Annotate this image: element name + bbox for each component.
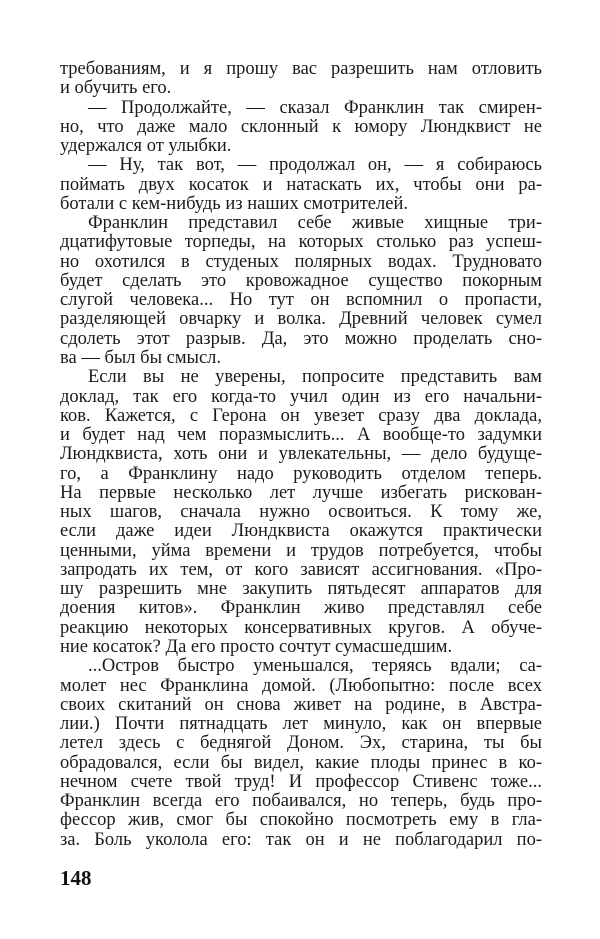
text-line: Люндквиста, хоть они и увлекательны, — дело будуще- bbox=[60, 445, 542, 465]
text-line: — Ну, так вот, — продолжал он, — я собираюсь bbox=[88, 156, 542, 176]
text-line: запродать их тем, от кого зависят ассигнования. «Про- bbox=[60, 560, 542, 580]
text-line: летел здесь с беднягой Доном. Эх, старина, ты бы bbox=[60, 734, 542, 754]
text-line: молет нес Франклина домой. (Любопытно: после всех bbox=[60, 676, 542, 696]
text-line: го, а Франклину надо руководить отделом теперь. bbox=[60, 464, 542, 484]
text-line: доклад, так его когда-то учил один из его начальни- bbox=[60, 387, 542, 407]
text-line: лии.) Почти пятнадцать лет минуло, как он впервые bbox=[60, 715, 542, 735]
text-line: если даже идеи Люндквиста окажутся практически bbox=[60, 522, 542, 542]
text-line: ...Остров быстро уменьшался, теряясь вдали; са- bbox=[88, 657, 542, 677]
text-line: Франклин всегда его побаивался, но теперь, будь про- bbox=[60, 792, 542, 812]
text-line: — Продолжайте, — сказал Франклин так смирен- bbox=[88, 98, 542, 118]
text-line: Франклин представил себе живые хищные три- bbox=[88, 214, 542, 234]
text-line: ва — был бы смысл. bbox=[60, 348, 222, 368]
text-line: ков. Кажется, с Герона он увезет сразу два доклада, bbox=[60, 406, 542, 426]
text-line: фессор жив, смог бы спокойно посмотреть ему в гла- bbox=[60, 811, 542, 831]
text-line: требованиям, и я прошу вас разрешить нам отловить bbox=[60, 60, 542, 79]
text-line: обрадовался, если бы видел, какие плоды принес в ко- bbox=[60, 753, 542, 773]
text-line: но, что даже мало склонный к юмору Люндквист не bbox=[60, 117, 542, 137]
text-line: поймать двух косаток и натаскать их, чтобы они ра- bbox=[60, 175, 542, 195]
text-line: за. Боль уколола его: так он и не поблагодарил по- bbox=[60, 830, 542, 850]
text-line: своих скитаний он снова живет на родине, в Австра- bbox=[60, 695, 542, 715]
text-line: Если вы не уверены, попросите представить вам bbox=[88, 368, 542, 388]
text-line: и будет над чем поразмыслить... А вообще-то задумки bbox=[60, 426, 542, 446]
text-line: дцатифутовые торпеды, на которых столько раз успеш- bbox=[60, 233, 542, 253]
text-line: ценными, уйма времени и трудов потребуется, чтобы bbox=[60, 541, 542, 561]
text-line: доения китов». Франклин живо представлял себе bbox=[60, 599, 542, 619]
text-line: реакцию некоторых консервативных кругов. А обуче- bbox=[60, 618, 542, 638]
text-line: ботали с кем-нибудь из наших смотрителей. bbox=[60, 194, 408, 214]
text-line: разделяющей овчарку и волка. Древний человек сумел bbox=[60, 310, 542, 330]
text-line: На первые несколько лет лучше избегать рискован- bbox=[60, 483, 542, 503]
page-body-text bbox=[60, 60, 542, 850]
text-line: ние косаток? Да его просто сочтут сумасшедшим. bbox=[60, 637, 453, 657]
text-line: сдолеть этот разрыв. Да, это можно проделать сно- bbox=[60, 329, 542, 349]
text-line: удержался от улыбки. bbox=[60, 137, 232, 157]
text-line: и обучить его. bbox=[60, 79, 172, 99]
text-line: нечном счете твой труд! И профессор Стивенс тоже... bbox=[60, 772, 542, 792]
text-line: но охотился в студеных полярных водах. Трудновато bbox=[60, 252, 542, 272]
text-line: ных шагов, сначала нужно освоиться. К тому же, bbox=[60, 503, 542, 523]
page-number: 148 bbox=[60, 866, 92, 890]
text-line: слугой человека... Но тут он вспомнил о пропасти, bbox=[60, 291, 542, 311]
text-line: будет сделать это кровожадное существо покорным bbox=[60, 271, 542, 291]
text-line: шу разрешить мне закупить пятьдесят аппаратов для bbox=[60, 580, 542, 600]
